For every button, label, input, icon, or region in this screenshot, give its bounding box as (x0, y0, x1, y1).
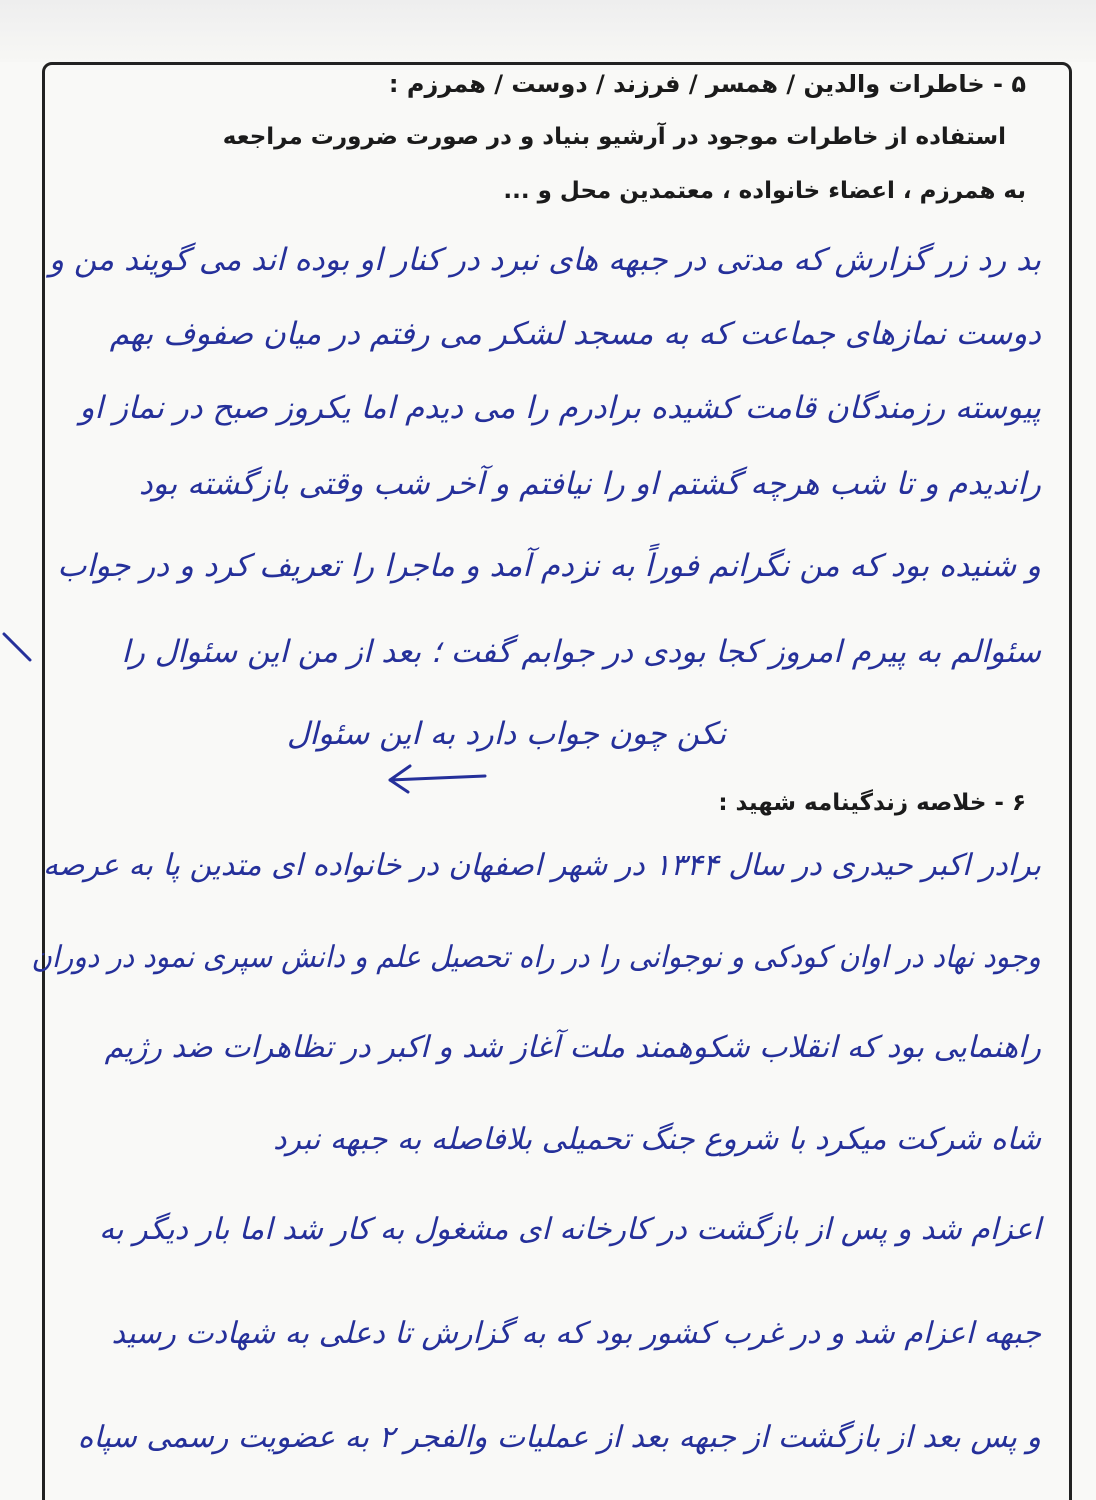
section5-instruction-line1: استفاده از خاطرات موجود در آرشیو بنیاد و در صورت ضرورت مراجعه (222, 124, 1006, 150)
margin-mark-icon (0, 630, 40, 670)
biography-line: جبهه اعزام شد و در غرب کشور بود که به گزارش تا دعلی به شهادت رسید (111, 1316, 1041, 1351)
memoir-line: و شنیده بود که من نگرانم فوراً به نزدم آمد و ماجرا را تعریف کرد و در جواب (57, 548, 1041, 584)
section5-heading: ۵ - خاطرات والدین / همسر / فرزند / دوست / همرزم : (388, 70, 1026, 98)
continuation-arrow-icon (380, 758, 490, 798)
biography-line: شاه شرکت میکرد با شروع جنگ تحمیلی بلافاصله به جبهه نبرد (273, 1122, 1041, 1157)
biography-line: وجود نهاد در اوان کودکی و نوجوانی را در راه تحصیل علم و دانش سپری نمود در دوران (31, 940, 1041, 975)
memoir-line: سئوالم به پیرم امروز کجا بودی در جوابم گفت ؛ بعد از من این سئوال را (121, 634, 1041, 670)
previous-page-bleed (0, 0, 1096, 62)
memoir-line: دوست نمازهای جماعت که به مسجد لشکر می رفتم در میان صفوف بهم (109, 316, 1041, 352)
biography-line: برادر اکبر حیدری در سال ۱۳۴۴ در شهر اصفهان در خانواده ای متدین پا به عرصه (43, 848, 1041, 883)
biography-line: و پس بعد از بازگشت از جبهه بعد از عملیات والفجر ۲ به عضویت رسمی سپاه (77, 1420, 1041, 1455)
biography-line: راهنمایی بود که انقلاب شکوهمند ملت آغاز شد و اکبر در تظاهرات ضد رژیم (104, 1030, 1041, 1065)
section5-instruction-line2: به همرزم ، اعضاء خانواده ، معتمدین محل و ... (503, 178, 1026, 204)
memoir-line: پیوسته رزمندگان قامت کشیده برادرم را می دیدم اما یکروز صبح در نماز او (79, 390, 1041, 426)
memoir-line: نکن چون جواب دارد به این سئوال (286, 716, 726, 752)
memoir-line: راندیدم و تا شب هرچه گشتم او را نیافتم و آخر شب وقتی بازگشته بود (138, 466, 1041, 502)
section6-heading: ۶ - خلاصه زندگینامه شهید : (718, 790, 1026, 816)
memoir-line: بد رد زر گزارش که مدتی در جبهه های نبرد در کنار او بوده اند می گویند من و (49, 242, 1041, 278)
biography-line: اعزام شد و پس از بازگشت در کارخانه ای مشغول به کار شد اما بار دیگر به (99, 1212, 1041, 1247)
